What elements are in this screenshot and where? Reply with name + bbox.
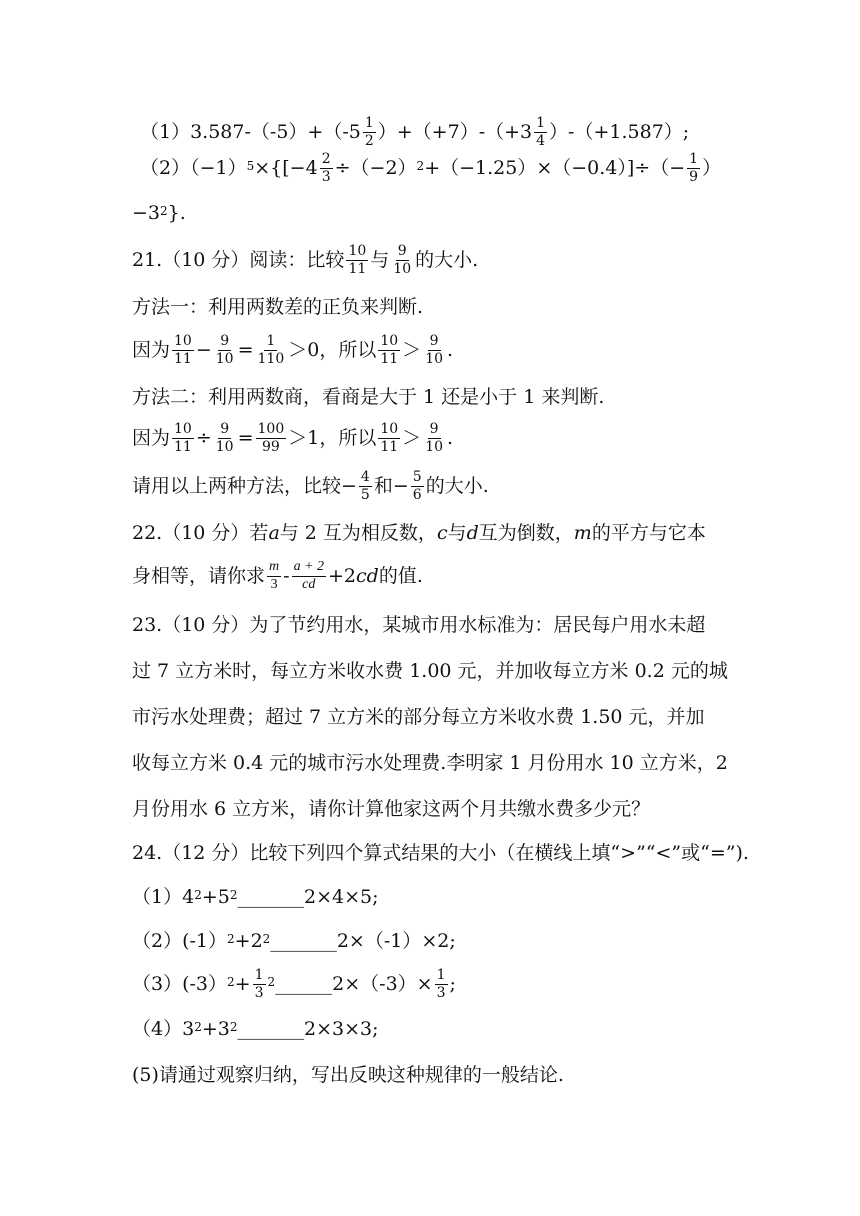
problem-22-line-2 [132, 554, 423, 598]
expr-text: ×{[−4 [254, 156, 318, 179]
expr-text: 的大小. [415, 248, 479, 271]
expr-text: +（−1.25）×（−0.4）]÷（− [424, 156, 686, 179]
expr-text: 互为倒数， [478, 521, 574, 544]
expr-text: . [447, 426, 454, 449]
expr-text: +5 [201, 885, 230, 908]
expr-text: 请用以上两种方法，比较− [132, 474, 357, 497]
fraction: $\frac{10}{11}$ [174, 333, 192, 367]
exponent: 2 [194, 888, 202, 902]
expr-text: （2）（−1） [140, 156, 247, 179]
problem-22-line-1 [132, 518, 706, 548]
fraction: $\frac{1}{110}$ [257, 333, 285, 367]
problem-20-part-2 [140, 148, 721, 188]
expr-text: ; [449, 972, 456, 995]
problem-20-part-2-cont [132, 198, 186, 228]
method-2-equation [132, 418, 453, 458]
expr-text: 和− [373, 474, 409, 497]
expr-text: （3）(-3） [132, 972, 228, 995]
problem-20-part-1 [140, 112, 689, 152]
expr-text: _______2×（-1）×2; [270, 929, 456, 952]
expr-text: ÷ [195, 426, 212, 449]
variable: cd [356, 564, 379, 587]
expr-text: 22.（10 分）若 [132, 521, 269, 544]
method-1-title [132, 292, 423, 322]
exponent: 2 [160, 204, 168, 218]
fraction: $\frac{1}{2}$ [364, 115, 374, 149]
problem-24-item-2 [132, 926, 456, 956]
expr-text: 因为 [132, 338, 171, 361]
variable: a [268, 521, 280, 544]
exponent: 2 [227, 932, 235, 946]
problem-23-line-1 [132, 610, 705, 640]
expr-text: 与 [447, 521, 467, 544]
fraction: $\frac{100}{99}$ [257, 421, 285, 455]
fraction: $\frac{10}{11}$ [380, 421, 399, 455]
expr-text: 身相等，请你求 [132, 564, 266, 587]
method-2-title [132, 382, 604, 412]
variable: d [466, 521, 479, 544]
expr-text: - [283, 564, 290, 587]
expr-text: 市污水处理费；超过 7 立方米的部分每立方米收水费 1.50 元，并加 [132, 705, 705, 728]
problem-24-item-1 [132, 882, 379, 912]
expr-text: ＞0，所以 [288, 338, 377, 361]
problem-24-item-5 [132, 1060, 564, 1090]
expr-text: _______2×3×3; [237, 1017, 379, 1040]
problem-23-line-5 [132, 794, 650, 824]
fraction: $\frac{9}{10}$ [393, 243, 412, 277]
expr-text: ______2×（-3）× [275, 972, 433, 995]
expr-text: 的大小. [425, 474, 489, 497]
problem-24-heading [132, 838, 749, 868]
expr-text: _______2×4×5; [237, 885, 379, 908]
fraction: $\frac{10}{11}$ [348, 243, 367, 277]
expr-text: 因为 [132, 426, 171, 449]
fraction: $\frac{4}{5}$ [360, 469, 370, 503]
fraction: $\frac{5}{6}$ [412, 469, 422, 503]
problem-24-item-4 [132, 1014, 379, 1044]
expr-text: +2 [234, 929, 263, 952]
expr-text: （1）3.587-（-5）+（-5 [140, 120, 361, 143]
expr-text: 的平方与它本 [591, 521, 706, 544]
fraction: $\frac{9}{10}$ [215, 421, 234, 455]
expr-text: ＞1，所以 [288, 426, 377, 449]
exponent: 2 [229, 1020, 238, 1034]
variable: m [573, 521, 592, 544]
exponent: 2 [262, 932, 271, 946]
variable: c [436, 521, 448, 544]
expr-text: ÷（−2） [334, 156, 417, 179]
method-1-equation [132, 330, 453, 370]
expr-text: ）+（+7）-（+3 [377, 120, 533, 143]
exponent: 2 [416, 159, 425, 173]
fraction: $\frac{1}{4}$ [536, 115, 546, 149]
expr-text: 与 [370, 248, 390, 271]
problem-23-line-2 [132, 656, 728, 686]
expr-text: ＞ [402, 338, 422, 361]
expr-text: 方法一：利用两数差的正负来判断. [132, 295, 424, 318]
fraction: $\frac{m}{3}$ [269, 559, 280, 592]
exponent: 2 [267, 975, 276, 989]
expr-text: }. [167, 201, 186, 224]
problem-23-line-3 [132, 702, 705, 732]
fraction: $\frac{1}{9}$ [689, 151, 699, 185]
expr-text: = [237, 426, 254, 449]
expr-text: 收每立方米 0.4 元的城市污水处理费.李明家 1 月份用水 10 立方米，2 [132, 751, 728, 774]
expr-text: ）-（+1.587）; [549, 120, 690, 143]
expr-text: 的值. [378, 564, 423, 587]
expr-text: − [195, 338, 212, 361]
fraction: $\frac{2}{3}$ [321, 151, 331, 185]
expr-text: 方法二：利用两数商，看商是大于 1 还是小于 1 来判断. [132, 385, 605, 408]
expr-text: （4）3 [132, 1017, 195, 1040]
fraction: $\frac{a + 2}{cd}$ [293, 559, 325, 592]
expr-text: 23.（10 分）为了节约用水，某城市用水标准为：居民每户用水未超 [132, 613, 706, 636]
expr-text: ＞ [402, 426, 422, 449]
expr-text: = [237, 338, 254, 361]
fraction: $\frac{10}{11}$ [174, 421, 192, 455]
fraction: $\frac{9}{10}$ [425, 333, 444, 367]
expr-text: （1）4 [132, 885, 195, 908]
expr-text: （2）(-1） [132, 929, 228, 952]
fraction: $\frac{9}{10}$ [425, 421, 444, 455]
problem-24-item-3 [132, 962, 456, 1006]
fraction: $\frac{9}{10}$ [215, 333, 234, 367]
problem-21-task [132, 466, 489, 506]
expr-text: +2 [328, 564, 357, 587]
expr-text: (5)请通过观察归纳，写出反映这种规律的一般结论. [132, 1063, 564, 1086]
exponent: 2 [194, 1020, 202, 1034]
fraction: $\frac{1}{3}$ [254, 967, 264, 1001]
fraction: $\frac{1}{3}$ [436, 967, 446, 1001]
exponent: 2 [227, 975, 235, 989]
expr-text: −3 [132, 201, 161, 224]
exponent: 5 [246, 159, 255, 173]
expr-text: 过 7 立方米时，每立方米收水费 1.00 元，并加收每立方米 0.2 元的城 [132, 659, 728, 682]
expr-text: 24.（12 分）比较下列四个算式结果的大小（在横线上填“>”“<”或“=”). [132, 841, 749, 864]
expr-text: 月份用水 6 立方米，请你计算他家这两个月共缴水费多少元？ [132, 797, 651, 820]
expr-text: 与 2 互为相反数， [279, 521, 437, 544]
problem-23-line-4 [132, 748, 728, 778]
fraction: $\frac{10}{11}$ [380, 333, 399, 367]
exponent: 2 [229, 888, 238, 902]
expr-text: +3 [201, 1017, 230, 1040]
expr-text: + [234, 972, 251, 995]
expr-text: ） [702, 156, 722, 179]
problem-21-heading [132, 240, 478, 280]
expr-text: . [447, 338, 454, 361]
expr-text: 21.（10 分）阅读：比较 [132, 248, 345, 271]
